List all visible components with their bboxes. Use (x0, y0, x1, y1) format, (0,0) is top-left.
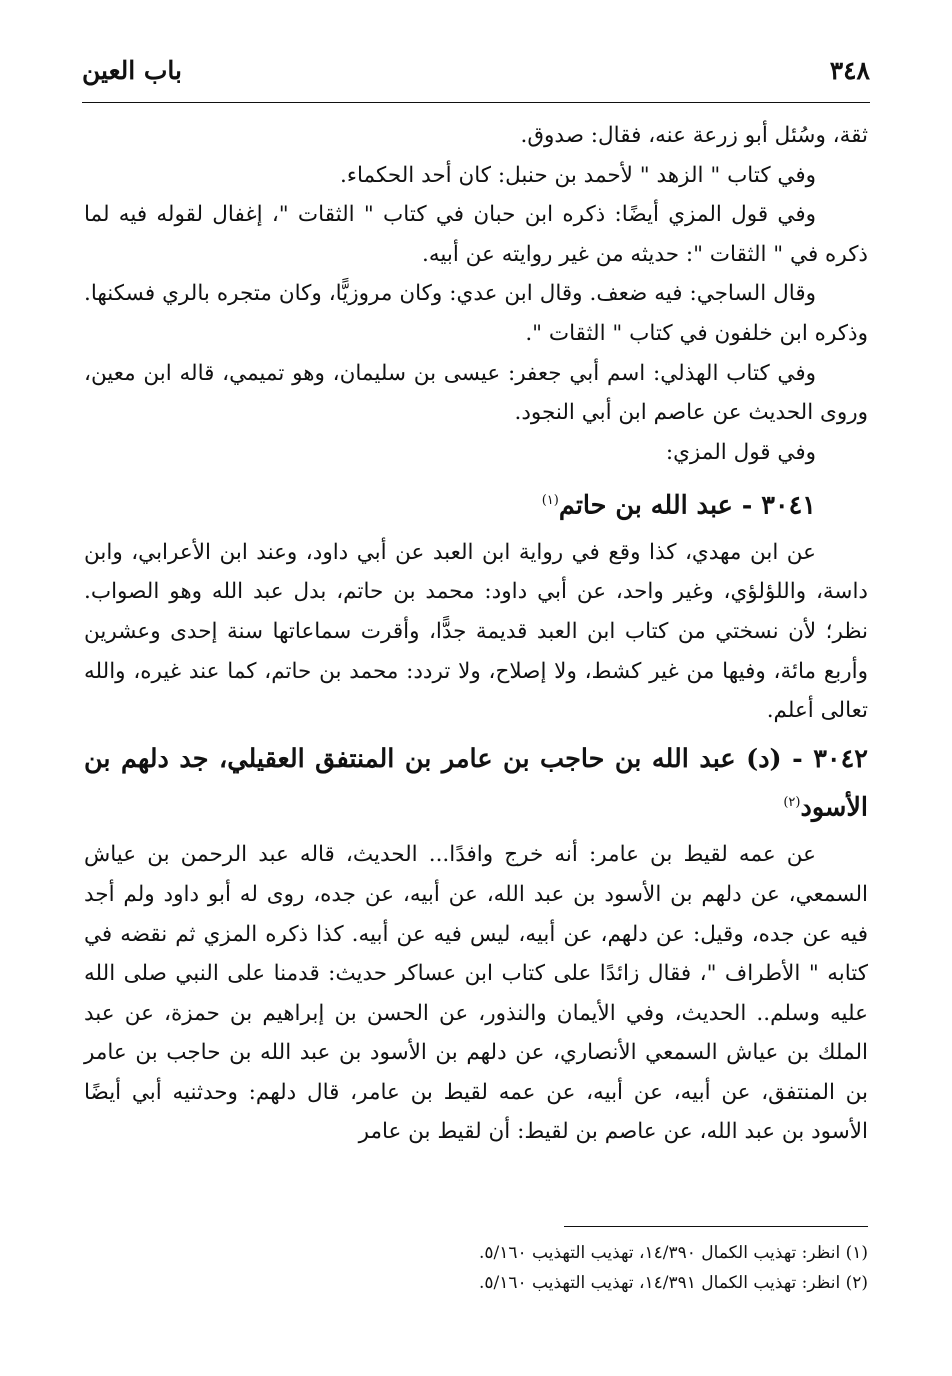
entry-title: ٣٠٤١ - عبد الله بن حاتم (558, 490, 816, 521)
entry-heading (84, 737, 868, 830)
page-number: ٣٤٨ (829, 56, 870, 85)
paragraph: وفي كتاب الهذلي: اسم أبي جعفر: عيسى بن سليمان، وهو تميمي، قاله ابن معين، وروى الحديث عن عاصم ابن أبي النجود. (84, 360, 868, 426)
footnote-divider (564, 1226, 868, 1227)
footnote: (١) انظر: تهذيب الكمال ١٤/٣٩٠، تهذيب التهذيب ٥/١٦٠. (478, 1243, 868, 1263)
footnotes (84, 1238, 868, 1298)
paragraph: وقال الساجي: فيه ضعف. وقال ابن عدي: وكان مروزيًّا، وكان متجره بالري فسكنها. وذكره ابن خلفون في كتاب " الثقات ". (84, 281, 868, 346)
entry-title: ٣٠٤٢ - (د) عبد الله بن حاجب بن عامر بن المنتفق العقيلي، جد دلهم بن الأسود (84, 743, 868, 823)
paragraph: وفي قول المزي أيضًا: ذكره ابن حبان في كتاب " الثقات "، إغفال لقوله فيه لما ذكره في " الثقات ": حديثه من غير روايته عن أبيه. (84, 202, 868, 267)
footnote-ref: (٢) (783, 794, 801, 810)
entry-heading (84, 478, 868, 529)
footnote: (٢) انظر: تهذيب الكمال ١٤/٣٩١، تهذيب التهذيب ٥/١٦٠. (478, 1273, 868, 1293)
paragraph: وفي قول المزي: (665, 439, 816, 465)
paragraph: عن عمه لقيط بن عامر: أنه خرج وافدًا... الحديث، قاله عبد الرحمن بن عياش السمعي، عن دلهم بن الأسود بن عبد الله، عن أبيه، عن جده، روى له أبو داود ولم أجد فيه عن جده، وقيل: عن دلهم، عن أبيه، ليس فيه عن أبيه. كذا ذكره المزي ثم نقضه في كتابه " الأطراف "، فقال زائدًا على كتاب ابن عساكر حديث: قدمنا على النبي صلى الله عليه وسلم.. الحديث، وفي الأيمان والنذور، عن الحسن بن إبراهيم بن حمزة، عن عبد الملك بن عياش السمعي الأنصاري، عن دلهم بن الأسود بن عبد الله بن حاجب بن عامر بن المنتفق، عن أبيه، عن أبيه، عن عمه لقيط بن عامر، قال دلهم: وحدثنيه أبي أيضًا الأسود بن عبد الله، عن عاصم بن لقيط: أن لقيط بن عامر (84, 842, 868, 1145)
paragraph: ثقة، وسُئل أبو زرعة عنه، فقال: صدوق. (520, 123, 868, 148)
header-divider (82, 102, 870, 103)
page-header (82, 56, 870, 96)
chapter-title: باب العين (82, 56, 183, 85)
paragraph: عن ابن مهدي، كذا وقع في رواية ابن العبد عن أبي داود، وعند ابن الأعرابي، وابن داسة، واللؤلؤي، وغير واحد، عن أبي داود: محمد بن حاتم، بدل عبد الله وهو الصواب. نظر؛ لأن نسختي من كتاب ابن العبد قديمة جدًّا، وأقرت سماعاتها سنة إحدى وعشرين وأربع مائة، وفيها من غير كشط، ولا إصلاح، ولا تردد: محمد بن حاتم، كما عند غيره، والله تعالى أعلم. (84, 539, 868, 724)
main-text (84, 116, 868, 1152)
footnote-ref: (١) (541, 493, 559, 509)
paragraph: وفي كتاب " الزهد " لأحمد بن حنبل: كان أحد الحكماء. (340, 162, 816, 188)
